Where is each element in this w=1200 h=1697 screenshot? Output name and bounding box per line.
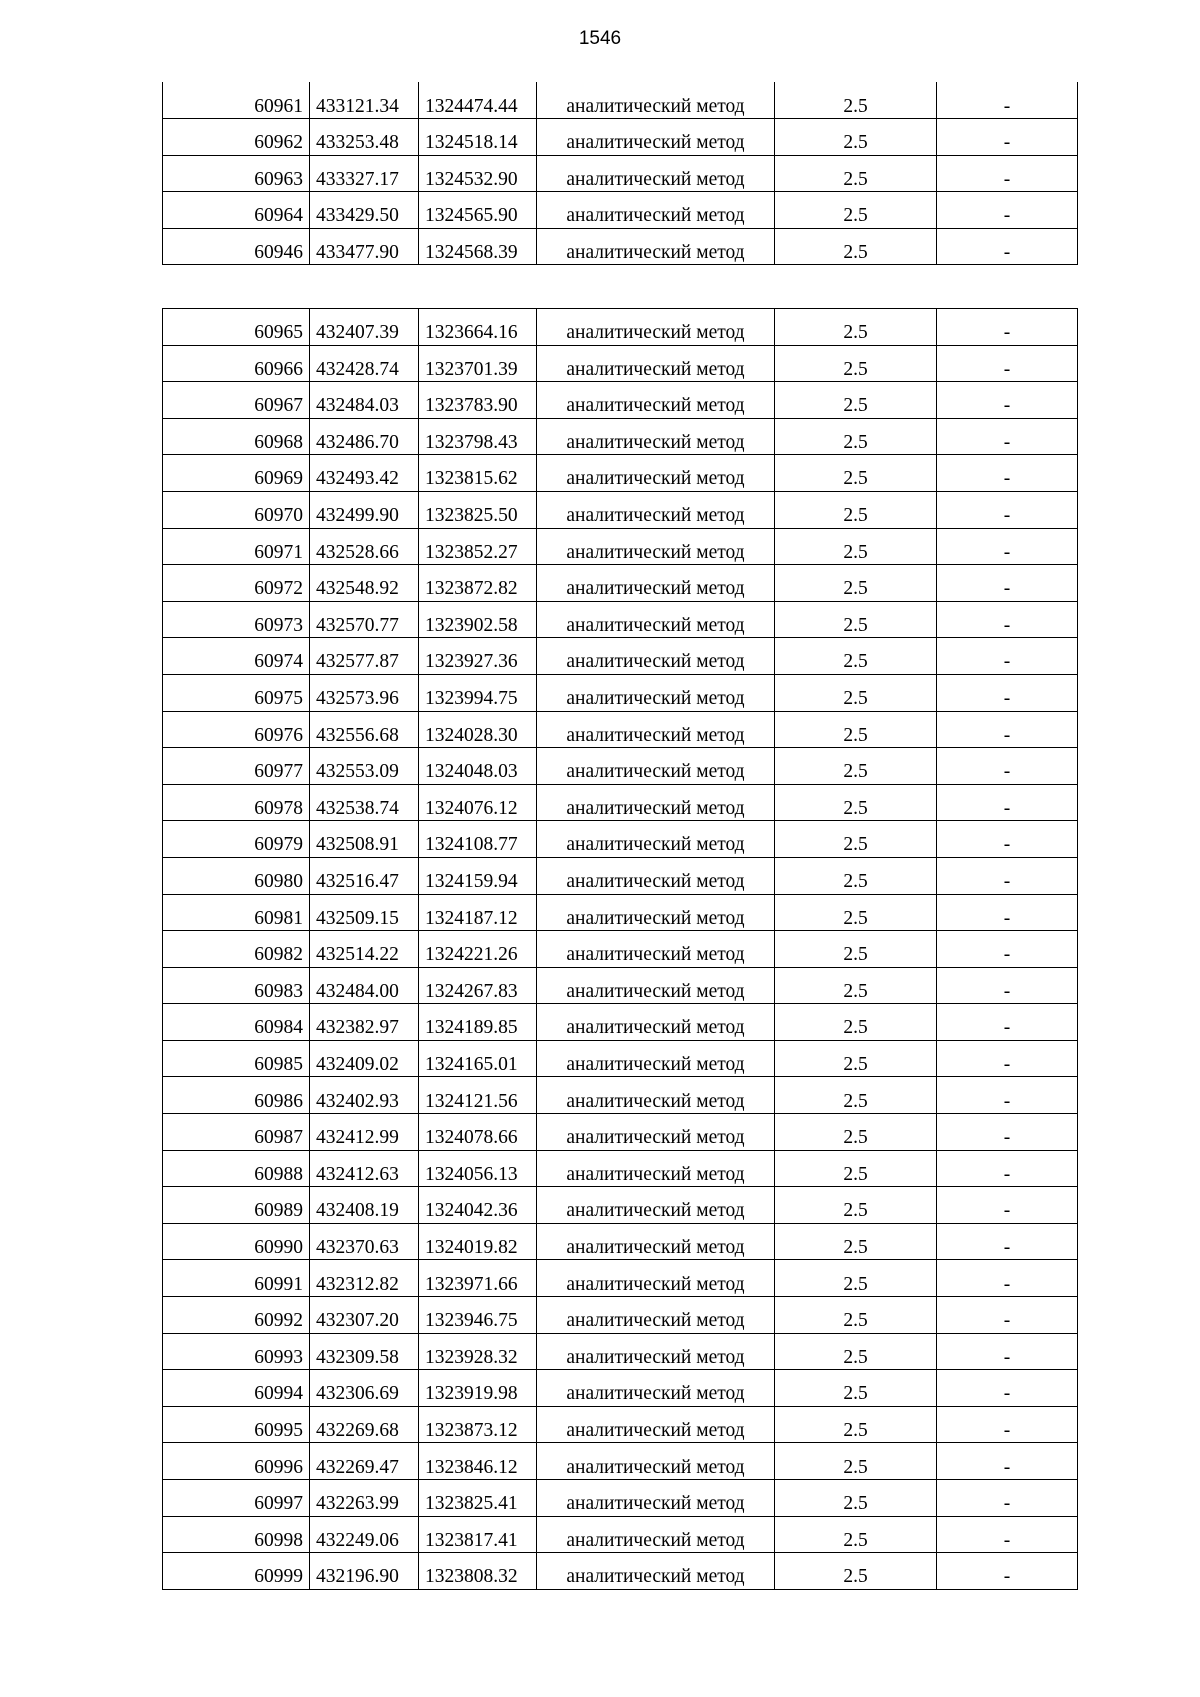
point-number-cell: 60961: [163, 82, 310, 119]
note-cell: -: [937, 857, 1078, 894]
x-coordinate-cell: 433477.90: [310, 228, 419, 265]
y-coordinate-cell: 1323971.66: [419, 1260, 537, 1297]
accuracy-cell: 2.5: [775, 119, 937, 156]
point-number-cell: 60977: [163, 748, 310, 785]
note-cell: -: [937, 1187, 1078, 1224]
note-cell: -: [937, 1553, 1078, 1590]
x-coordinate-cell: 432486.70: [310, 418, 419, 455]
method-cell: аналитический метод: [537, 119, 775, 156]
table-row: [163, 1480, 1078, 1517]
table-row: [163, 1114, 1078, 1151]
method-cell: аналитический метод: [537, 228, 775, 265]
method-cell: аналитический метод: [537, 894, 775, 931]
y-coordinate-cell: 1324078.66: [419, 1114, 537, 1151]
x-coordinate-cell: 432307.20: [310, 1297, 419, 1334]
y-coordinate-cell: 1323946.75: [419, 1297, 537, 1334]
x-coordinate-cell: 432428.74: [310, 345, 419, 382]
point-number-cell: 60962: [163, 119, 310, 156]
accuracy-cell: 2.5: [775, 674, 937, 711]
note-cell: -: [937, 418, 1078, 455]
table-row: [163, 1150, 1078, 1187]
accuracy-cell: 2.5: [775, 1260, 937, 1297]
y-coordinate-cell: 1323664.16: [419, 309, 537, 346]
y-coordinate-cell: 1324165.01: [419, 1040, 537, 1077]
table-row: [163, 1077, 1078, 1114]
x-coordinate-cell: 432499.90: [310, 491, 419, 528]
note-cell: -: [937, 1114, 1078, 1151]
method-cell: аналитический метод: [537, 1040, 775, 1077]
accuracy-cell: 2.5: [775, 455, 937, 492]
accuracy-cell: 2.5: [775, 784, 937, 821]
accuracy-cell: 2.5: [775, 228, 937, 265]
point-number-cell: 60989: [163, 1187, 310, 1224]
note-cell: -: [937, 1223, 1078, 1260]
note-cell: -: [937, 228, 1078, 265]
method-cell: аналитический метод: [537, 1443, 775, 1480]
table-row: [163, 491, 1078, 528]
accuracy-cell: 2.5: [775, 857, 937, 894]
accuracy-cell: 2.5: [775, 418, 937, 455]
accuracy-cell: 2.5: [775, 1516, 937, 1553]
method-cell: аналитический метод: [537, 309, 775, 346]
x-coordinate-cell: 432548.92: [310, 565, 419, 602]
note-cell: -: [937, 1516, 1078, 1553]
x-coordinate-cell: 432409.02: [310, 1040, 419, 1077]
x-coordinate-cell: 432408.19: [310, 1187, 419, 1224]
table-row: [163, 601, 1078, 638]
note-cell: -: [937, 1004, 1078, 1041]
note-cell: -: [937, 119, 1078, 156]
page-number: 1546: [578, 28, 622, 49]
point-number-cell: 60980: [163, 857, 310, 894]
accuracy-cell: 2.5: [775, 821, 937, 858]
table-row: [163, 1297, 1078, 1334]
point-number-cell: 60981: [163, 894, 310, 931]
table-row: [163, 894, 1078, 931]
table-row: [163, 228, 1078, 265]
method-cell: аналитический метод: [537, 601, 775, 638]
point-number-cell: 60946: [163, 228, 310, 265]
accuracy-cell: 2.5: [775, 309, 937, 346]
y-coordinate-cell: 1324189.85: [419, 1004, 537, 1041]
accuracy-cell: 2.5: [775, 931, 937, 968]
accuracy-cell: 2.5: [775, 382, 937, 419]
note-cell: -: [937, 638, 1078, 675]
x-coordinate-cell: 433327.17: [310, 155, 419, 192]
coordinates-table-continued: [162, 82, 1078, 265]
method-cell: аналитический метод: [537, 857, 775, 894]
method-cell: аналитический метод: [537, 192, 775, 229]
point-number-cell: 60970: [163, 491, 310, 528]
point-number-cell: 60985: [163, 1040, 310, 1077]
note-cell: -: [937, 711, 1078, 748]
note-cell: -: [937, 1297, 1078, 1334]
y-coordinate-cell: 1324187.12: [419, 894, 537, 931]
point-number-cell: 60969: [163, 455, 310, 492]
table-row: [163, 1370, 1078, 1407]
accuracy-cell: 2.5: [775, 711, 937, 748]
note-cell: -: [937, 1443, 1078, 1480]
y-coordinate-cell: 1324019.82: [419, 1223, 537, 1260]
table-row: [163, 857, 1078, 894]
note-cell: -: [937, 748, 1078, 785]
x-coordinate-cell: 432509.15: [310, 894, 419, 931]
x-coordinate-cell: 433121.34: [310, 82, 419, 119]
y-coordinate-cell: 1324568.39: [419, 228, 537, 265]
note-cell: -: [937, 491, 1078, 528]
point-number-cell: 60991: [163, 1260, 310, 1297]
accuracy-cell: 2.5: [775, 1553, 937, 1590]
table-row: [163, 1406, 1078, 1443]
table-row: [163, 784, 1078, 821]
accuracy-cell: 2.5: [775, 1333, 937, 1370]
method-cell: аналитический метод: [537, 1370, 775, 1407]
x-coordinate-cell: 432412.99: [310, 1114, 419, 1151]
x-coordinate-cell: 432508.91: [310, 821, 419, 858]
point-number-cell: 60992: [163, 1297, 310, 1334]
table-row: [163, 748, 1078, 785]
y-coordinate-cell: 1324056.13: [419, 1150, 537, 1187]
note-cell: -: [937, 192, 1078, 229]
accuracy-cell: 2.5: [775, 491, 937, 528]
x-coordinate-cell: 432309.58: [310, 1333, 419, 1370]
point-number-cell: 60971: [163, 528, 310, 565]
table-row: [163, 967, 1078, 1004]
table-row: [163, 418, 1078, 455]
point-number-cell: 60976: [163, 711, 310, 748]
x-coordinate-cell: 432528.66: [310, 528, 419, 565]
point-number-cell: 60972: [163, 565, 310, 602]
accuracy-cell: 2.5: [775, 638, 937, 675]
note-cell: -: [937, 309, 1078, 346]
table-row: [163, 1040, 1078, 1077]
method-cell: аналитический метод: [537, 155, 775, 192]
y-coordinate-cell: 1323919.98: [419, 1370, 537, 1407]
x-coordinate-cell: 432312.82: [310, 1260, 419, 1297]
y-coordinate-cell: 1324159.94: [419, 857, 537, 894]
y-coordinate-cell: 1324518.14: [419, 119, 537, 156]
point-number-cell: 60967: [163, 382, 310, 419]
accuracy-cell: 2.5: [775, 1480, 937, 1517]
table-row: [163, 1553, 1078, 1590]
point-number-cell: 60994: [163, 1370, 310, 1407]
method-cell: аналитический метод: [537, 711, 775, 748]
y-coordinate-cell: 1323815.62: [419, 455, 537, 492]
note-cell: -: [937, 784, 1078, 821]
table-row: [163, 1260, 1078, 1297]
x-coordinate-cell: 432306.69: [310, 1370, 419, 1407]
method-cell: аналитический метод: [537, 1077, 775, 1114]
y-coordinate-cell: 1323701.39: [419, 345, 537, 382]
accuracy-cell: 2.5: [775, 565, 937, 602]
x-coordinate-cell: 432412.63: [310, 1150, 419, 1187]
x-coordinate-cell: 433429.50: [310, 192, 419, 229]
y-coordinate-cell: 1323825.41: [419, 1480, 537, 1517]
table-row: [163, 192, 1078, 229]
x-coordinate-cell: 432249.06: [310, 1516, 419, 1553]
point-number-cell: 60996: [163, 1443, 310, 1480]
method-cell: аналитический метод: [537, 1260, 775, 1297]
y-coordinate-cell: 1323846.12: [419, 1443, 537, 1480]
method-cell: аналитический метод: [537, 1553, 775, 1590]
x-coordinate-cell: 432269.47: [310, 1443, 419, 1480]
coordinates-table: [162, 308, 1078, 1590]
y-coordinate-cell: 1323798.43: [419, 418, 537, 455]
method-cell: аналитический метод: [537, 382, 775, 419]
y-coordinate-cell: 1323927.36: [419, 638, 537, 675]
note-cell: -: [937, 1150, 1078, 1187]
note-cell: -: [937, 1260, 1078, 1297]
note-cell: -: [937, 565, 1078, 602]
y-coordinate-cell: 1323872.82: [419, 565, 537, 602]
y-coordinate-cell: 1324028.30: [419, 711, 537, 748]
point-number-cell: 60973: [163, 601, 310, 638]
table-row: [163, 931, 1078, 968]
note-cell: -: [937, 1480, 1078, 1517]
accuracy-cell: 2.5: [775, 1297, 937, 1334]
y-coordinate-cell: 1324048.03: [419, 748, 537, 785]
table-row: [163, 1516, 1078, 1553]
method-cell: аналитический метод: [537, 1150, 775, 1187]
note-cell: -: [937, 821, 1078, 858]
note-cell: -: [937, 528, 1078, 565]
accuracy-cell: 2.5: [775, 1150, 937, 1187]
x-coordinate-cell: 432484.00: [310, 967, 419, 1004]
y-coordinate-cell: 1324474.44: [419, 82, 537, 119]
x-coordinate-cell: 432577.87: [310, 638, 419, 675]
point-number-cell: 60982: [163, 931, 310, 968]
note-cell: -: [937, 601, 1078, 638]
x-coordinate-cell: 432263.99: [310, 1480, 419, 1517]
method-cell: аналитический метод: [537, 1004, 775, 1041]
table-row: [163, 382, 1078, 419]
x-coordinate-cell: 432514.22: [310, 931, 419, 968]
x-coordinate-cell: 433253.48: [310, 119, 419, 156]
method-cell: аналитический метод: [537, 455, 775, 492]
point-number-cell: 60988: [163, 1150, 310, 1187]
x-coordinate-cell: 432402.93: [310, 1077, 419, 1114]
point-number-cell: 60986: [163, 1077, 310, 1114]
note-cell: -: [937, 894, 1078, 931]
table-row: [163, 528, 1078, 565]
method-cell: аналитический метод: [537, 1333, 775, 1370]
y-coordinate-cell: 1323994.75: [419, 674, 537, 711]
x-coordinate-cell: 432570.77: [310, 601, 419, 638]
table-row: [163, 1223, 1078, 1260]
note-cell: -: [937, 674, 1078, 711]
x-coordinate-cell: 432493.42: [310, 455, 419, 492]
method-cell: аналитический метод: [537, 1516, 775, 1553]
table-row: [163, 1004, 1078, 1041]
y-coordinate-cell: 1323825.50: [419, 491, 537, 528]
point-number-cell: 60993: [163, 1333, 310, 1370]
note-cell: -: [937, 967, 1078, 1004]
y-coordinate-cell: 1323873.12: [419, 1406, 537, 1443]
point-number-cell: 60979: [163, 821, 310, 858]
accuracy-cell: 2.5: [775, 748, 937, 785]
x-coordinate-cell: 432484.03: [310, 382, 419, 419]
y-coordinate-cell: 1324267.83: [419, 967, 537, 1004]
table-row: [163, 345, 1078, 382]
method-cell: аналитический метод: [537, 418, 775, 455]
method-cell: аналитический метод: [537, 491, 775, 528]
x-coordinate-cell: 432516.47: [310, 857, 419, 894]
method-cell: аналитический метод: [537, 1297, 775, 1334]
accuracy-cell: 2.5: [775, 1223, 937, 1260]
accuracy-cell: 2.5: [775, 345, 937, 382]
method-cell: аналитический метод: [537, 638, 775, 675]
y-coordinate-cell: 1324121.56: [419, 1077, 537, 1114]
y-coordinate-cell: 1324221.26: [419, 931, 537, 968]
point-number-cell: 60974: [163, 638, 310, 675]
note-cell: -: [937, 1040, 1078, 1077]
accuracy-cell: 2.5: [775, 82, 937, 119]
method-cell: аналитический метод: [537, 748, 775, 785]
point-number-cell: 60995: [163, 1406, 310, 1443]
accuracy-cell: 2.5: [775, 601, 937, 638]
table-row: [163, 821, 1078, 858]
table-row: [163, 1333, 1078, 1370]
accuracy-cell: 2.5: [775, 1004, 937, 1041]
table-row: [163, 1187, 1078, 1224]
note-cell: -: [937, 455, 1078, 492]
note-cell: -: [937, 1370, 1078, 1407]
y-coordinate-cell: 1323808.32: [419, 1553, 537, 1590]
table-row: [163, 565, 1078, 602]
point-number-cell: 60998: [163, 1516, 310, 1553]
y-coordinate-cell: 1324108.77: [419, 821, 537, 858]
point-number-cell: 60968: [163, 418, 310, 455]
method-cell: аналитический метод: [537, 967, 775, 1004]
accuracy-cell: 2.5: [775, 155, 937, 192]
y-coordinate-cell: 1323928.32: [419, 1333, 537, 1370]
accuracy-cell: 2.5: [775, 1187, 937, 1224]
table-row: [163, 82, 1078, 119]
point-number-cell: 60965: [163, 309, 310, 346]
note-cell: -: [937, 1077, 1078, 1114]
point-number-cell: 60987: [163, 1114, 310, 1151]
y-coordinate-cell: 1324532.90: [419, 155, 537, 192]
point-number-cell: 60963: [163, 155, 310, 192]
point-number-cell: 60964: [163, 192, 310, 229]
table-row: [163, 638, 1078, 675]
point-number-cell: 60983: [163, 967, 310, 1004]
method-cell: аналитический метод: [537, 565, 775, 602]
note-cell: -: [937, 382, 1078, 419]
x-coordinate-cell: 432407.39: [310, 309, 419, 346]
table-row: [163, 711, 1078, 748]
y-coordinate-cell: 1324042.36: [419, 1187, 537, 1224]
accuracy-cell: 2.5: [775, 1443, 937, 1480]
y-coordinate-cell: 1323817.41: [419, 1516, 537, 1553]
accuracy-cell: 2.5: [775, 1077, 937, 1114]
method-cell: аналитический метод: [537, 674, 775, 711]
x-coordinate-cell: 432573.96: [310, 674, 419, 711]
y-coordinate-cell: 1323902.58: [419, 601, 537, 638]
x-coordinate-cell: 432553.09: [310, 748, 419, 785]
method-cell: аналитический метод: [537, 1223, 775, 1260]
y-coordinate-cell: 1323783.90: [419, 382, 537, 419]
y-coordinate-cell: 1324565.90: [419, 192, 537, 229]
note-cell: -: [937, 931, 1078, 968]
note-cell: -: [937, 345, 1078, 382]
x-coordinate-cell: 432196.90: [310, 1553, 419, 1590]
accuracy-cell: 2.5: [775, 1370, 937, 1407]
x-coordinate-cell: 432370.63: [310, 1223, 419, 1260]
table-row: [163, 119, 1078, 156]
note-cell: -: [937, 155, 1078, 192]
method-cell: аналитический метод: [537, 931, 775, 968]
x-coordinate-cell: 432269.68: [310, 1406, 419, 1443]
table-row: [163, 155, 1078, 192]
method-cell: аналитический метод: [537, 1480, 775, 1517]
point-number-cell: 60990: [163, 1223, 310, 1260]
table-row: [163, 674, 1078, 711]
x-coordinate-cell: 432556.68: [310, 711, 419, 748]
x-coordinate-cell: 432538.74: [310, 784, 419, 821]
note-cell: -: [937, 1406, 1078, 1443]
method-cell: аналитический метод: [537, 82, 775, 119]
method-cell: аналитический метод: [537, 1187, 775, 1224]
point-number-cell: 60984: [163, 1004, 310, 1041]
method-cell: аналитический метод: [537, 345, 775, 382]
point-number-cell: 60966: [163, 345, 310, 382]
point-number-cell: 60975: [163, 674, 310, 711]
accuracy-cell: 2.5: [775, 1114, 937, 1151]
accuracy-cell: 2.5: [775, 894, 937, 931]
x-coordinate-cell: 432382.97: [310, 1004, 419, 1041]
method-cell: аналитический метод: [537, 821, 775, 858]
method-cell: аналитический метод: [537, 528, 775, 565]
note-cell: -: [937, 1333, 1078, 1370]
accuracy-cell: 2.5: [775, 528, 937, 565]
point-number-cell: 60997: [163, 1480, 310, 1517]
point-number-cell: 60999: [163, 1553, 310, 1590]
accuracy-cell: 2.5: [775, 967, 937, 1004]
accuracy-cell: 2.5: [775, 1040, 937, 1077]
note-cell: -: [937, 82, 1078, 119]
method-cell: аналитический метод: [537, 1406, 775, 1443]
method-cell: аналитический метод: [537, 1114, 775, 1151]
table-row: [163, 309, 1078, 346]
y-coordinate-cell: 1324076.12: [419, 784, 537, 821]
y-coordinate-cell: 1323852.27: [419, 528, 537, 565]
method-cell: аналитический метод: [537, 784, 775, 821]
accuracy-cell: 2.5: [775, 1406, 937, 1443]
accuracy-cell: 2.5: [775, 192, 937, 229]
table-row: [163, 1443, 1078, 1480]
table-row: [163, 455, 1078, 492]
point-number-cell: 60978: [163, 784, 310, 821]
